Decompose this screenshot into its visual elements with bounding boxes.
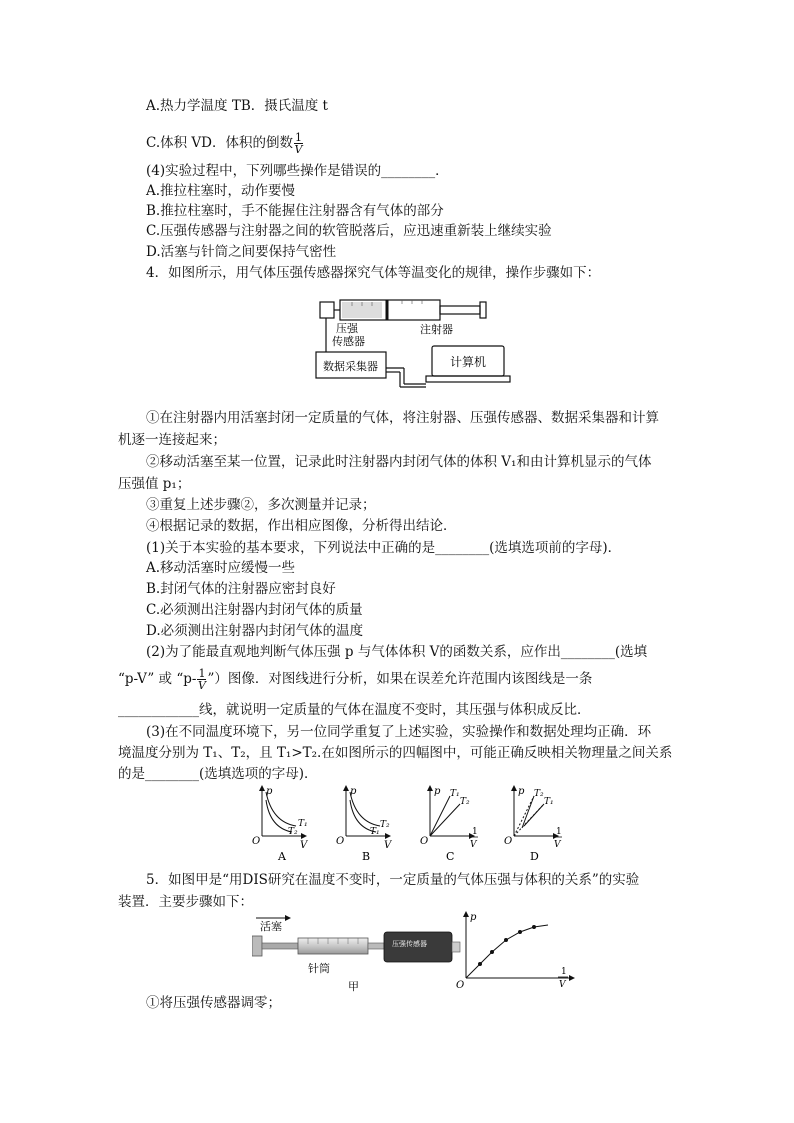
syringe-label: 注射器 bbox=[420, 323, 453, 336]
q3-4-option-b: B.推拉柱塞时，手不能握住注射器含有气体的部分 bbox=[146, 203, 444, 219]
q4-step2-line2: 压强值 p₁； bbox=[118, 476, 191, 492]
computer-label: 计算机 bbox=[450, 355, 487, 369]
graph-b-curve-t2 bbox=[350, 792, 380, 826]
graph-jia-axis-num: 1 bbox=[561, 967, 567, 977]
data-curve bbox=[466, 925, 548, 978]
graph-d-axis-p: p bbox=[518, 786, 525, 797]
data-point bbox=[478, 962, 482, 966]
sensor-label-2: 传感器 bbox=[332, 335, 365, 348]
fraction-1-over-v-2: $\frac{1}{V}$ bbox=[197, 667, 206, 692]
graph-a-label: A bbox=[278, 850, 286, 863]
graph-jia-origin: O bbox=[456, 980, 465, 991]
graph-c-axis-p: p bbox=[434, 786, 441, 797]
q3-4-option-a: A.推拉柱塞时，动作要慢 bbox=[146, 183, 296, 199]
graph-d-label-t1: T₁ bbox=[544, 797, 554, 807]
q4-2-line3: ____________线，就说明一定质量的气体在温度不变时，其压强与体积成反比． bbox=[118, 702, 591, 718]
q3-4-option-c: C.压强传感器与注射器之间的软管脱落后，应迅速重新装上继续实验 bbox=[146, 223, 552, 239]
data-point bbox=[518, 930, 522, 934]
q4-3-line1: (3)在不同温度环境下，另一位同学重复了上述实验，实验操作和数据处理均正确．环 bbox=[146, 724, 652, 740]
graph-d-axis-v: V bbox=[554, 840, 561, 850]
q5-line2: 装置．主要步骤如下： bbox=[118, 894, 253, 910]
graph-b-origin: O bbox=[336, 836, 345, 847]
q4-2-line1: (2)为了能最直观地判断气体压强 p 与气体体积 V的函数关系，应作出________(选填 bbox=[146, 644, 648, 660]
q4-step1-line2: 机逐一连接起来； bbox=[118, 432, 226, 448]
sensor-label-1: 压强 bbox=[336, 322, 358, 335]
q3-4-stem: (4)实验过程中，下列哪些操作是错误的________． bbox=[146, 163, 449, 179]
graph-jia-axis-p: p bbox=[470, 912, 477, 923]
data-point bbox=[504, 938, 508, 942]
q4-2-line2-part2: ”）图像．对图线进行分析，如果在误差允许范围内该图线是一条 bbox=[207, 671, 593, 687]
graph-c-line-t2 bbox=[430, 804, 460, 836]
syringe-barrel-photo bbox=[298, 938, 368, 954]
q3-options-cd bbox=[146, 132, 304, 155]
fraction-1-over-v: $\frac{1}{V}$ bbox=[294, 131, 303, 156]
graph-jia-axis-v: V bbox=[559, 980, 566, 990]
q4-title: 4．如图所示，用气体压强传感器探究气体等温变化的规律，操作步骤如下： bbox=[146, 265, 601, 281]
q4-1-option-b: B.封闭气体的注射器应密封良好 bbox=[146, 581, 336, 597]
q4-2-line2 bbox=[118, 668, 592, 691]
figure-caption: 甲 bbox=[348, 980, 359, 993]
syringe-photo-figure bbox=[252, 912, 464, 994]
graph-b-axis-v: V bbox=[384, 840, 392, 851]
q4-step4: ④根据记录的数据，作出相应图像，分析得出结论． bbox=[146, 518, 457, 534]
q4-1-stem: (1)关于本实验的基本要求，下列说法中正确的是________(选填选项前的字母)． bbox=[146, 540, 622, 556]
q4-step1-line1: ①在注射器内用活塞封闭一定质量的气体，将注射器、压强传感器、数据采集器和计算 bbox=[146, 410, 659, 426]
q5-step1: ①将压强传感器调零； bbox=[146, 995, 281, 1011]
q5-line1: 5．如图甲是“用DIS研究在温度不变时，一定质量的气体压强与体积的关系”的实验 bbox=[146, 872, 640, 888]
four-graphs-figure bbox=[240, 782, 580, 864]
graph-c-label-t2: T₂ bbox=[460, 797, 470, 807]
q4-1-option-d: D.必须测出注射器内封闭气体的温度 bbox=[146, 623, 364, 639]
graph-a-axis-p: p bbox=[266, 786, 273, 797]
barrel-label: 针筒 bbox=[308, 962, 330, 975]
graph-b-label-t2: T₂ bbox=[380, 820, 390, 830]
collector-label: 数据采集器 bbox=[323, 360, 378, 373]
data-point bbox=[532, 925, 536, 929]
graph-d-label-t2: T₂ bbox=[534, 789, 544, 799]
graph-c-axis-v: V bbox=[470, 840, 477, 850]
data-point bbox=[490, 950, 494, 954]
graph-c-axis-num: 1 bbox=[472, 827, 478, 837]
q4-step3: ③重复上述步骤②，多次测量并记录； bbox=[146, 497, 376, 513]
q4-step2-line1: ②移动活塞至某一位置，记录此时注射器内封闭气体的体积 V₁和由计算机显示的气体 bbox=[146, 454, 652, 470]
q3-options-ab: A.热力学温度 TB．摄氏温度 t bbox=[146, 98, 328, 114]
graph-a-curve-t1 bbox=[266, 792, 296, 826]
sensor-block bbox=[320, 302, 334, 318]
q4-1-option-c: C.必须测出注射器内封闭气体的质量 bbox=[146, 602, 363, 618]
graph-a-label-t1: T₁ bbox=[298, 819, 308, 829]
piston-label: 活塞 bbox=[260, 920, 282, 933]
sensor-text: 压强传感器 bbox=[392, 940, 427, 948]
graph-d-origin: O bbox=[504, 836, 513, 847]
graph-d-axis-num: 1 bbox=[556, 827, 562, 837]
p-inv-v-graph bbox=[452, 908, 582, 992]
graph-c-label-t1: T₁ bbox=[450, 789, 460, 799]
graph-a-label-t2: T₂ bbox=[288, 827, 298, 837]
graph-b-label-t1: T₁ bbox=[370, 827, 380, 837]
graph-c-label: C bbox=[446, 850, 455, 863]
graph-a-origin: O bbox=[252, 836, 261, 847]
q4-2-line2-part1: “p-V” 或 “p- bbox=[118, 671, 197, 687]
graph-b-axis-p: p bbox=[350, 786, 357, 797]
q4-3-line3: 的是________(选填选项的字母)． bbox=[118, 766, 318, 782]
graph-c-line-t1 bbox=[430, 796, 450, 836]
graph-b-label: B bbox=[362, 850, 371, 863]
syringe-plunger bbox=[440, 306, 480, 314]
graph-d-line-t2 bbox=[514, 796, 534, 836]
q4-1-option-a: A.移动活塞时应缓慢一些 bbox=[146, 560, 296, 576]
graph-a-axis-v: V bbox=[300, 840, 308, 851]
graph-c-origin: O bbox=[420, 836, 429, 847]
q4-3-line2: 境温度分别为 T₁、T₂，且 T₁>T₂.在如图所示的四幅图中，可能正确反映相关物理量之间关系 bbox=[118, 745, 673, 761]
q3-4-option-d: D.活塞与针筒之间要保持气密性 bbox=[146, 244, 337, 260]
apparatus-figure bbox=[312, 292, 522, 392]
q3-options-cd-text: C.体积 VD．体积的倒数 bbox=[146, 135, 294, 151]
graph-d-label: D bbox=[530, 850, 539, 863]
